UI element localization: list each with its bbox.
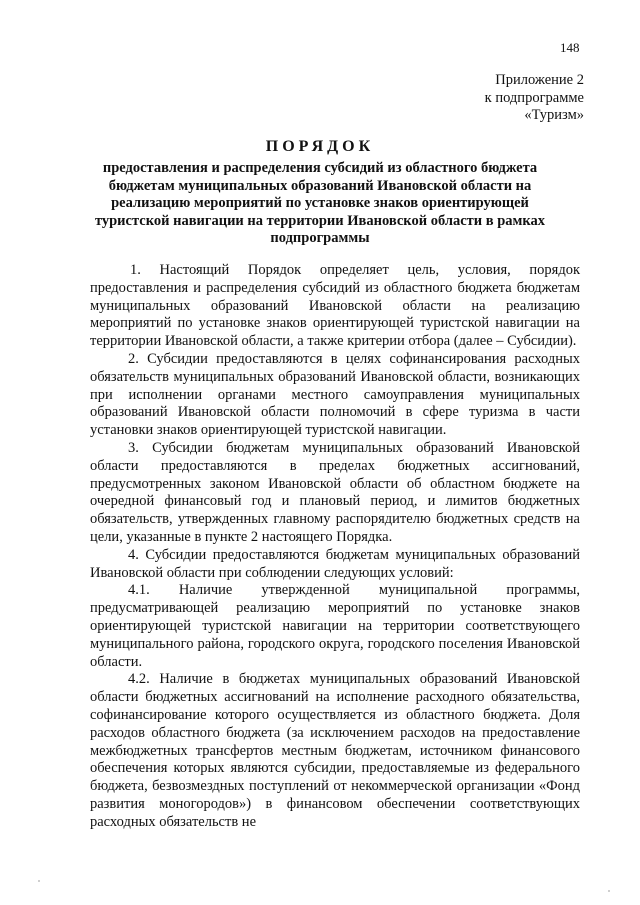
appendix-block [485,72,584,125]
paragraph-4-2: 4.2. Наличие в бюджетах муниципальных образований Ивановской области бюджетных ассигнований на исполнение расходного обязательства, софинансирование которого осуществляется из областного бюджета. Доля расходов областного бюджета (за исключением расходов на предоставление межбюджетных трансфертов местным бюджетам, источником финансового обеспечения которых являются субсидии, предоставляемые из федерального бюджета, безвозмездных поступлений от некоммерческой организации «Фонд развития моногородов») в финансовом обеспечении соответствующих расходных обязательств не [90,671,580,830]
paragraph-1: 1. Настоящий Порядок определяет цель, условия, порядок предоставления и распределения субсидий из областного бюджета бюджетам муниципальных образований Ивановской области на реализацию мероприятий по установке знаков ориентирующей туристской навигации на территории Ивановской области, а также критерии отбора (далее – Субсидии). [90,262,580,350]
appendix-line-2: к подпрограмме [484,89,584,106]
document-body [90,262,580,832]
page-number: 148 [560,40,580,55]
paragraph-3: 3. Субсидии бюджетам муниципальных образований Ивановской области предоставляются в пределах бюджетных ассигнований, предусмотренных законом Ивановской области об областном бюджете на очередной финансовый год и плановый период, и лимитов бюджетных обязательств, утвержденных главному распорядителю бюджетных средств на цели, указанные в пункте 2 настоящего Порядка. [90,439,580,545]
paragraph-4: 4. Субсидии предоставляются бюджетам муниципальных образований Ивановской области при соблюдении следующих условий: [90,546,580,581]
appendix-line-1: Приложение 2 [495,72,584,88]
document-title: ПОРЯДОК [265,138,375,155]
paragraph-4-1: 4.1. Наличие утвержденной муниципальной программы, предусматривающей реализацию мероприятий по установке знаков ориентирующей туристской навигации на территории соответствующего муниципального района, городского округа, городского поселения Ивановской области. [90,582,580,670]
appendix-line-3: «Туризм» [524,107,584,123]
scan-speck [38,880,40,882]
scan-speck [608,890,610,892]
paragraph-2: 2. Субсидии предоставляются в целях софинансирования расходных обязательств муниципальных образований Ивановской области, возникающих при исполнении органами местного самоуправления муниципальных образований Ивановской области полномочий в сфере туризма в части установки знаков ориентирующей туристской навигации. [90,350,580,439]
document-subtitle: предоставления и распределения субсидий из областного бюджета бюджетам муниципальных образований Ивановской области на реализацию мероприятий по установке знаков ориентирующей туристской навигации на территории Ивановской области в рамках подпрограммы [94,160,546,246]
